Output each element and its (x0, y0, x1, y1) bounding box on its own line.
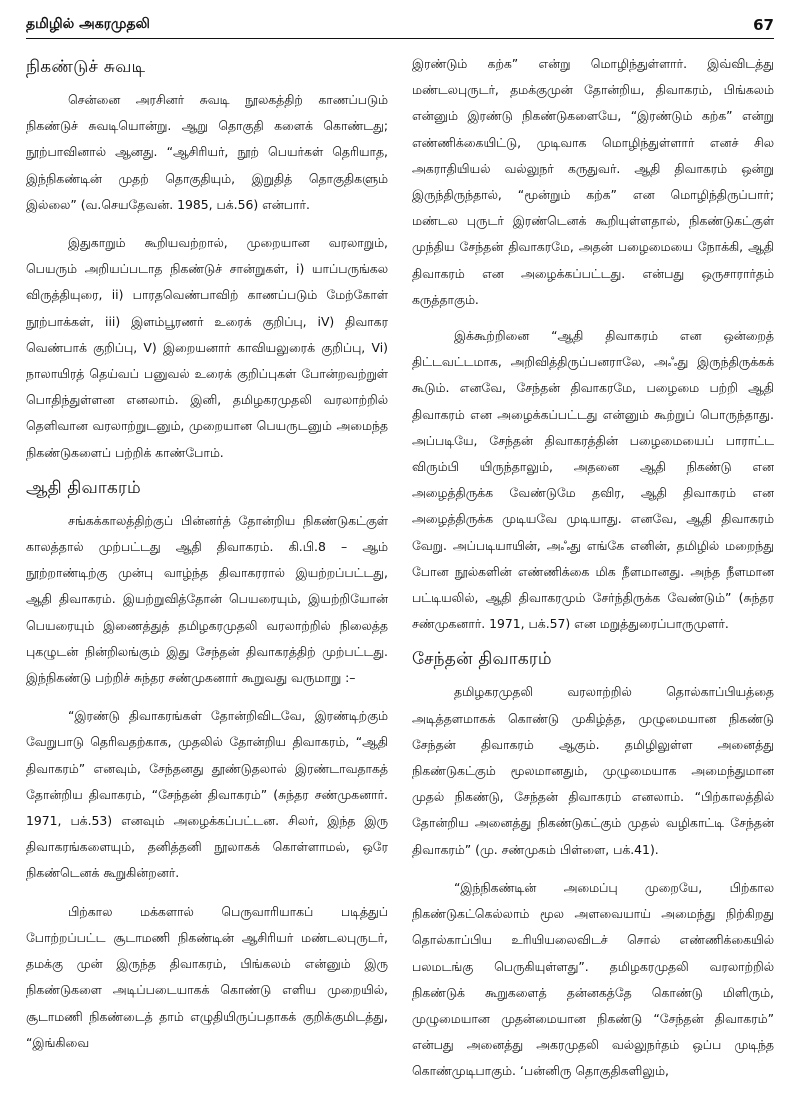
paragraph-continued: இரண்டும் கற்க” என்று மொழிந்துள்ளார். இவ்விடத்து மண்டலபுருடர், தமக்குமுன் தோன்றிய, திவாகரம், பிங்கலம் என்னும் இரண்டு நிகண்டுகளையே, “இரண்டும் கற்க” என்று எண்ணிக்கையிட்டு, முடிவாக மொழிந்துள்ளார் எனச் சில அகராதியியல் வல்லுநர் கருதுவர். ஆதி திவாகரம் ஒன்று இருந்திருந்தால், “மூன்றும் கற்க” என மொழிந்திருப்பார்; மண்டல புருடர் இரண்டெனக் கூறியுள்ளதால், நிகண்டுகட்குள் முந்திய சேந்தன் திவாகரமே, அதன் பழைமையை நோக்கி, ஆதி திவாகரம் என அழைக்கப்பட்டது. என்பது ஒருசாரார்தம் கருத்தாகும். (412, 56, 774, 307)
paragraph: இக்கூற்றினை “ஆதி திவாகரம் என ஒன்றைத் திட்டவட்டமாக, அறிவித்திருப்பனராலே, அஃது இருந்திருக்கக் கூடும். எனவே, சேந்தன் திவாகரமே, பழைமை பற்றி ஆதி திவாகரம் என அழைக்கப்பட்டது என்னும் கூற்றுப் பொருந்தாது. அப்படியே, சேந்தன் திவாகரத்தின் பழைமையைப் பாராட்ட விரும்பி யிருந்தாலும், அதனை ஆதி நிகண்டு என அழைத்திருக்க வேண்டுமே தவிர, ஆதி திவாகரம் என அழைத்திருக்க முடியவே முடியாது. எனவே, ஆதி திவாகரம் வேறு. அப்படியாயின், அஃது எங்கே எனின், தமிழில் மறைந்து போன நூல்களின் எண்ணிக்கை மிக நீளமானது. அந்த நீளமான பட்டியலில், ஆதி திவாகரமும் சேர்ந்திருக்க வேண்டும்” (சுந்தர சண்முகனார். 1971, பக்.57) என மறுத்துரைப்பாருமுளர். (412, 328, 774, 632)
page-number: 67 (753, 16, 774, 34)
header-rule (26, 38, 774, 39)
left-column (26, 51, 388, 1097)
page-header (26, 12, 774, 34)
paragraph: தமிழகரமுதலி வரலாற்றில் தொல்காப்பியத்தை அடித்தளமாகக் கொண்டு முகிழ்த்த, முழுமையான நிகண்டு சேந்தன் திவாகரம் ஆகும். தமிழிலுள்ள அனைத்து நிகண்டுகட்கும் மூலமானதும், முழுமையாக அமைந்துமான முதல் நிகண்டு, சேந்தன் திவாகரம் எனலாம். “பிற்காலத்தில் தோன்றிய அனைத்து நிகண்டுகட்கும் முதல் வழிகாட்டி சேந்தன் திவாகரம்” (மு. சண்முகம் பிள்ளை, பக்.41). (412, 684, 774, 857)
two-column-body (26, 51, 774, 1097)
right-column (412, 51, 774, 1097)
paragraph: சங்கக்காலத்திற்குப் பின்னர்த் தோன்றிய நிகண்டுகட்குள் காலத்தால் முற்பட்டது ஆதி திவாகரம். கி.பி.8 – ஆம் நூற்றாண்டிற்கு முன்பு வாழ்ந்த திவாகரரால் இயற்றப்பட்டது, ஆதி திவாகரம். இயற்றுவித்தோன் பெயரையும், இயற்றியோன் பெயரையும் இணைத்துத் தமிழகரமுதலி வரலாற்றில் நிலைத்த புகழுடன் நின்றிலங்கும் இது சேந்தன் திவாகரத்திற் முற்பட்டது. இந்நிகண்டு பற்றிச் சுந்தர சண்முகனார் கூறுவது வருமாறு :– (26, 512, 388, 686)
quoted-paragraph: “இரண்டு திவாகரங்கள் தோன்றிவிடவே, இரண்டிற்கும் வேறுபாடு தெரிவதற்காக, முதலில் தோன்றிய திவாகரம், “ஆதி திவாகரம்” எனவும், சேந்தனது தூண்டுதலால் இரண்டாவதாகத் தோன்றிய திவாகரம், “சேந்தன் திவாகரம்” (சுந்தர சண்முகனார். 1971, பக்.53) எனவும் அழைக்கப்பட்டன. சிலர், இந்த இரு திவாகரங்களையும், தனித்தனி நூலாகக் கொள்ளாமல், ஒரே நிகண்டெனக் கூறுகின்றனர். (26, 708, 388, 881)
paragraph: பிற்கால மக்களால் பெருவாரியாகப் படித்துப் போற்றப்பட்ட சூடாமணி நிகண்டின் ஆசிரியர் மண்டலபுருடர், தமக்கு முன் இருந்த திவாகரம், பிங்கலம் என்னும் இரு நிகண்டுகளை அடிப்படையாகக் கொண்டு எளிய முறையில், சூடாமணி நிகண்டைத் தாம் எழுதியிருப்பதாகக் குறிக்குமிடத்து, “இங்கிவை (26, 903, 388, 1050)
quoted-paragraph: “இந்நிகண்டின் அமைப்பு முறையே, பிற்கால நிகண்டுகட்கெல்லாம் மூல அளவையாய் அமைந்து நிற்கிறது தொல்காப்பிய உரியியலைவிடச் சொல் எண்ணிக்கையில் பலமடங்கு பெருகியுள்ளது”. தமிழகரமுதலி வரலாற்றில் நிகண்டுக் கூறுகளைத் தன்னகத்தே கொண்டு மிளிரும், முழுமையான முதன்மையான நிகண்டு “சேந்தன் திவாகரம்” என்பது அனைத்து அகரமுதலி வல்லுநர்தம் ஒப்ப முடிந்த கொண்முடிபாகும். ‘பன்னிரு தொகுதிகளிலும், (412, 879, 774, 1079)
section-heading-aadhi-thivakaram: ஆதி திவாகரம் (26, 477, 141, 498)
section-heading-senthan-thivakaram: சேந்தன் திவாகரம் (412, 649, 552, 670)
paragraph: இதுகாறும் கூறியவற்றால், முறையான வரலாறும், பெயரும் அறியப்படாத நிகண்டுச் சான்றுகள், i) யாப்பருங்கல விருத்தியுரை, ii) பாரதவெண்பாவிற் காணப்படும் மேற்கோள் நூற்பாக்கள், iii) இளம்பூரணர் உரைக் குறிப்பு, iV) திவாகர வெண்பாக் குறிப்பு, V) இறையனார் காவியலுரைக் குறிப்பு, Vi) நாலாயிரத் தெய்வப் பனுவல் உரைக் குறிப்புகள் போன்றவற்றுள் பொதிந்துள்ளன எனலாம். இனி, தமிழகரமுதலி வரலாற்றில் தெளிவான வரலாற்றுடனும், முறையான பெயருடனும் அமைந்த நிகண்டுகளைப் பற்றிக் காண்போம். (26, 235, 388, 460)
section-heading-nigandu-suvadi: நிகண்டுச் சுவடி (26, 57, 146, 77)
running-title: தமிழில் அகரமுதலி (26, 16, 150, 32)
paragraph: சென்னை அரசினர் சுவடி நூலகத்திற் காணப்படும் நிகண்டுச் சுவடியொன்று. ஆறு தொகுதி களைக் கொண்டது; நூற்பாவினால் ஆனது. “ஆசிரியர், நூற் பெயர்கள் தெரியாத, இந்நிகண்டின் முதற் தொகுதியும், இறுதித் தொகுதிகளும் இல்லை” (வ.செயதேவன். 1985, பக்.56) என்பார். (26, 92, 388, 212)
